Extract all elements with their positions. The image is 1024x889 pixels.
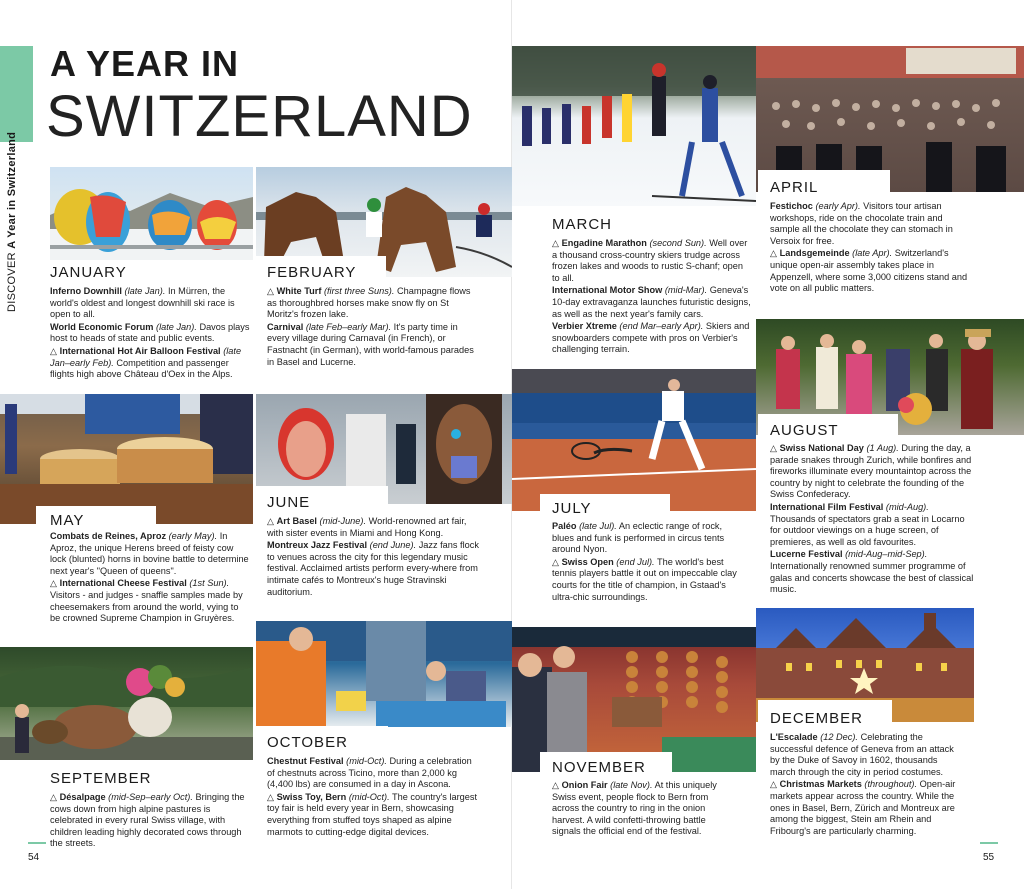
event-text: In Aproz, the unique Herens breed of feisty cow lock (blunted) horns in bovine battle to determine next year's "Queen of queens".	[50, 531, 249, 576]
month-february: FEBRUARY	[267, 264, 357, 281]
event-name: Art Basel	[276, 516, 317, 526]
december-events	[770, 732, 960, 838]
event-text: Visitors - and judges - snaffle samples made by cheesemakers from around the world, vying to be crowned Supreme Champion in Gruyères.	[50, 589, 243, 624]
triangle-icon: △	[552, 780, 560, 790]
month-april: APRIL	[770, 179, 819, 196]
event-date: (early Apr).	[815, 201, 861, 211]
month-january: JANUARY	[50, 264, 127, 281]
event-text: Visitors tour artisan workshops, ride on the chocolate train and sample all the chocolate they can stomach in Versoix for free.	[770, 201, 953, 246]
triangle-icon: △	[770, 248, 778, 259]
month-november: NOVEMBER	[552, 759, 646, 776]
event-name: Paléo	[552, 521, 577, 531]
month-march: MARCH	[552, 216, 612, 233]
event-date: (mid-Sep–early Oct).	[108, 792, 193, 802]
event-date: (mid-Aug–mid-Sep).	[845, 549, 928, 560]
event-text: Celebrating the successful defence of Geneva from an attack by the Duke of Savoy in 1602, thousands march through the city in period costumes.	[770, 732, 954, 777]
triangle-icon: △	[267, 791, 275, 802]
event-text: Open-air markets appear across the country. While the ones in Basel, Bern, Zürich and Montreux are among the biggest, Stein am Rhein and Fribourg's are particularly charming.	[770, 779, 956, 836]
event-date: (first three Suns).	[323, 286, 395, 296]
event-date: (end June).	[369, 540, 417, 551]
event-text: Jazz fans flock to venues across the city for this legendary music festival. Acclaimed artists perform every-where from intimate cafés to Montreux's huge Stravinski auditorium.	[267, 540, 479, 597]
event-text: Champagne flows as thoroughbred horses make snow fly on St Moritz's frozen lake.	[267, 286, 471, 320]
event-name: Désalpage	[59, 792, 106, 802]
triangle-icon: △	[267, 286, 275, 296]
event-text: Switzerland's unique open-air assembly takes place in Appenzell, where some 3,000 citizens stand and vote on all public matters.	[770, 248, 968, 294]
january-events	[50, 286, 250, 382]
november-events	[552, 780, 732, 839]
february-events	[267, 286, 481, 369]
triangle-icon: △	[770, 443, 778, 453]
photo-engadine-marathon	[512, 46, 756, 206]
event-date: (late Jan).	[156, 321, 197, 332]
event-date: (end Mar–early Apr).	[619, 321, 704, 332]
march-events	[552, 238, 752, 357]
event-name: Swiss Open	[561, 556, 614, 567]
folio-rule-right	[980, 842, 998, 844]
event-name: Onion Fair	[561, 780, 608, 790]
event-date: (late Nov).	[610, 780, 653, 790]
event-date: (1 Aug).	[866, 443, 899, 453]
event-date: (late Apr).	[852, 248, 893, 259]
event-date: (mid-Oct).	[346, 756, 387, 766]
event-text: Internationally renowned summer programme of galas and concerts showcase the best of classical music.	[770, 560, 974, 595]
event-name: International Film Festival	[770, 501, 884, 512]
section-label: DISCOVER	[6, 252, 18, 312]
event-name: White Turf	[276, 286, 322, 296]
event-name: Swiss National Day	[779, 443, 864, 453]
event-name: Verbier Xtreme	[552, 321, 617, 332]
photo-desalpage-cows	[0, 647, 253, 760]
folio-rule-left	[28, 842, 46, 844]
event-date: (12 Dec).	[820, 732, 858, 742]
october-events	[267, 756, 481, 839]
event-name: Lucerne Festival	[770, 549, 843, 560]
april-events	[770, 201, 970, 296]
event-name: Swiss Toy, Bern	[276, 791, 347, 802]
september-events	[50, 792, 254, 851]
chapter-label: A Year in Switzerland	[6, 131, 18, 249]
triangle-icon: △	[50, 578, 58, 589]
event-date: (late Jul).	[579, 521, 617, 531]
event-name: Montreux Jazz Festival	[267, 540, 368, 551]
event-text: Thousands of spectators grab a seat in Locarno for outdoor viewings on a huge screen, of premieres, as well as old favourites.	[770, 513, 965, 547]
event-text: During the day, a parade snakes through Zurich, while bonfires and fireworks illuminate every mountaintop across the country by night to celebrate the founding of the Swiss Confederacy.	[770, 443, 972, 500]
event-name: L'Escalade	[770, 732, 818, 742]
july-events	[552, 521, 742, 604]
event-date: (mid-Mar).	[664, 285, 708, 296]
event-name: Christmas Markets	[779, 779, 862, 790]
event-text: Davos plays host to heads of state and public events.	[50, 321, 250, 344]
event-date: (late Jan–early Feb).	[50, 345, 242, 368]
event-date: (mid-Oct).	[348, 791, 390, 802]
month-may: MAY	[50, 512, 85, 529]
event-name: Inferno Downhill	[50, 286, 122, 296]
month-july: JULY	[552, 500, 592, 517]
event-text: During a celebration of chestnuts across Ticino, more than 2,000 kg (4,400 lbs) are consumed in a day in Ascona.	[267, 756, 472, 790]
running-header	[6, 132, 18, 312]
event-name: Chestnut Festival	[267, 756, 344, 766]
event-name: Combats de Reines, Aproz	[50, 531, 167, 541]
page-title-line1: A YEAR IN	[50, 43, 240, 84]
event-date: (late Jan).	[124, 286, 166, 296]
month-september: SEPTEMBER	[50, 770, 152, 787]
month-december: DECEMBER	[770, 710, 864, 727]
triangle-icon: △	[50, 792, 58, 802]
page-number-right: 55	[983, 852, 995, 863]
photo-cheese-wheels	[0, 394, 253, 524]
photo-swiss-toy-fair	[256, 621, 512, 727]
event-date: (mid-June).	[319, 516, 367, 526]
june-events	[267, 516, 481, 599]
event-text: An eclectic range of rock, blues and funk is performed in circus tents around Nyon.	[552, 521, 725, 555]
accent-bar	[0, 46, 33, 142]
event-text: Skiers and snowboarders compete with pros on Verbier's challenging terrain.	[552, 321, 750, 355]
event-name: World Economic Forum	[50, 321, 154, 332]
event-text: Well over a thousand cross-country skiers trudge across frozen lakes and woods to rustic S-chanf; open to all.	[552, 238, 748, 283]
event-name: International Cheese Festival	[59, 578, 187, 589]
event-name: Landsgemeinde	[779, 248, 850, 259]
triangle-icon: △	[552, 556, 560, 567]
event-text: At this uniquely Swiss event, people flock to Bern from across the country to ring in the onion harvest. A wild confetti-throwing battle signals the official end of the festival.	[552, 780, 717, 837]
page-number-left: 54	[28, 852, 40, 863]
event-text: The world's best tennis players battle it out on impeccable clay courts for the title of champion, in Gstaad's ultra-chic surroundings.	[552, 556, 737, 602]
event-date: (late Feb–early Mar).	[305, 321, 392, 332]
may-events	[50, 531, 250, 626]
event-name: International Motor Show	[552, 285, 663, 296]
event-name: International Hot Air Balloon Festival	[59, 345, 221, 356]
event-text: Competition and passenger flights high above Château d'Oex in the Alps.	[50, 357, 233, 380]
event-text: In Mürren, the world's oldest and longest downhill ski race is open to all.	[50, 286, 235, 320]
event-name: Engadine Marathon	[561, 238, 647, 248]
event-date: (end Jul).	[616, 556, 655, 567]
page-title-line2: SWITZERLAND	[46, 84, 473, 149]
triangle-icon: △	[770, 779, 778, 790]
event-name: Carnival	[267, 321, 304, 332]
photo-onion-fair	[512, 627, 756, 772]
event-date: (early May).	[168, 531, 218, 541]
month-october: OCTOBER	[267, 734, 348, 751]
event-text: World-renowned art fair, with sister events in Miami and Hong Kong.	[267, 516, 467, 538]
triangle-icon: △	[267, 516, 275, 526]
event-date: (throughout).	[864, 779, 918, 790]
event-text: Bringing the cows down from high alpine pastures is celebrated in every rural Swiss village, with children leading highly decorated cows through the streets.	[50, 792, 245, 849]
event-date: (mid-Aug).	[885, 501, 929, 512]
event-name: Festichoc	[770, 201, 813, 211]
month-august: AUGUST	[770, 422, 839, 439]
triangle-icon: △	[50, 345, 58, 356]
event-date: (second Sun).	[649, 238, 707, 248]
event-date: (1st Sun).	[189, 578, 230, 589]
month-june: JUNE	[267, 494, 311, 511]
photo-swiss-open-tennis	[512, 369, 756, 511]
event-text: The country's largest toy fair is held every year in Bern, showcasing everything from stuffed toys shaped as alpine marmots to cutting-edge digital devices.	[267, 791, 478, 837]
event-text: Geneva's 10-day extravaganza launches futuristic designs, as well as the next year's family cars.	[552, 285, 751, 319]
event-text: It's party time in every village during Carnaval (in French), or Fastnacht (in German), with world-famous parades in Basel and Lucerne.	[267, 321, 474, 367]
photo-hot-air-balloons	[50, 167, 253, 260]
triangle-icon: △	[552, 238, 560, 248]
august-events	[770, 443, 974, 597]
